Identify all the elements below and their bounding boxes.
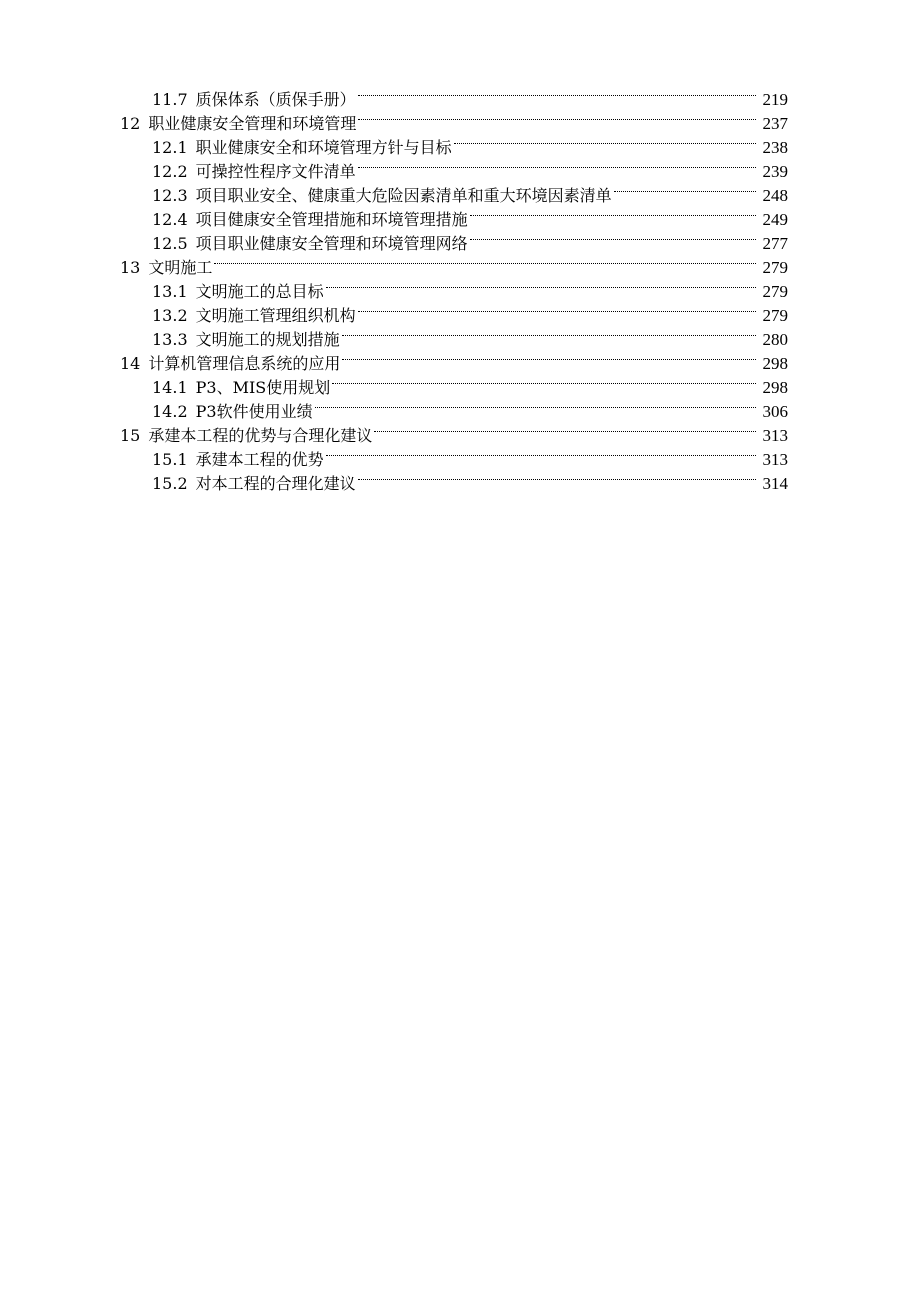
toc-entry-page-number: 237 [762,114,788,133]
toc-dot-leader [342,359,756,360]
toc-entry[interactable] [0,160,920,184]
toc-entry[interactable] [0,448,920,472]
toc-entry-title: P3软件使用业绩 [195,402,313,421]
toc-dot-leader [315,407,756,408]
toc-entry-title: 承建本工程的优势与合理化建议 [148,426,373,445]
toc-entry-title: P3、MIS使用规划 [195,378,331,397]
toc-entry-title: 项目职业安全、健康重大危险因素清单和重大环境因素清单 [195,186,612,205]
table-of-contents [0,88,920,496]
toc-entry-number: 13.2 [152,306,188,325]
toc-dot-leader [470,239,756,240]
toc-dot-leader [358,479,756,480]
toc-entry-number: 12.1 [152,138,188,157]
toc-entry[interactable] [0,112,920,136]
toc-entry[interactable] [0,280,920,304]
toc-entry[interactable] [0,208,920,232]
toc-entry-title: 可操控性程序文件清单 [195,162,356,181]
toc-entry[interactable] [0,424,920,448]
toc-dot-leader [470,215,756,216]
toc-entry-title: 项目健康安全管理措施和环境管理措施 [195,210,468,229]
toc-entry-title: 文明施工的规划措施 [195,330,340,349]
toc-entry-number: 11.7 [152,90,188,109]
toc-entry-title: 计算机管理信息系统的应用 [148,354,341,373]
toc-dot-leader [358,95,756,96]
toc-entry-page-number: 306 [762,402,788,421]
toc-entry-number: 13.1 [152,282,188,301]
toc-dot-leader [342,335,756,336]
toc-entry-title: 文明施工管理组织机构 [195,306,356,325]
toc-entry-number: 12 [120,114,141,133]
toc-entry-page-number: 238 [762,138,788,157]
toc-entry[interactable] [0,232,920,256]
toc-entry[interactable] [0,472,920,496]
toc-entry[interactable] [0,328,920,352]
toc-dot-leader [326,287,756,288]
toc-entry-page-number: 239 [762,162,788,181]
toc-entry-number: 13 [120,258,141,277]
toc-entry-number: 12.2 [152,162,188,181]
toc-dot-leader [358,119,756,120]
toc-entry-page-number: 298 [762,354,788,373]
toc-entry-title: 职业健康安全管理和环境管理 [148,114,357,133]
toc-entry-number: 12.4 [152,210,188,229]
toc-entry-page-number: 219 [762,90,788,109]
toc-entry-page-number: 313 [762,450,788,469]
toc-dot-leader [358,167,756,168]
toc-entry[interactable] [0,352,920,376]
toc-entry[interactable] [0,184,920,208]
toc-entry-page-number: 277 [762,234,788,253]
toc-entry-number: 14.1 [152,378,188,397]
toc-entry[interactable] [0,376,920,400]
toc-dot-leader [614,191,756,192]
toc-entry-page-number: 314 [762,474,788,493]
toc-entry-number: 12.5 [152,234,188,253]
toc-entry[interactable] [0,256,920,280]
toc-entry-page-number: 249 [762,210,788,229]
toc-dot-leader [326,455,756,456]
toc-entry-title: 质保体系（质保手册） [195,90,356,109]
toc-entry-page-number: 298 [762,378,788,397]
toc-entry-title: 项目职业健康安全管理和环境管理网络 [195,234,468,253]
toc-entry-number: 15.2 [152,474,188,493]
toc-entry-title: 职业健康安全和环境管理方针与目标 [195,138,452,157]
toc-entry-page-number: 313 [762,426,788,445]
toc-entry-title: 承建本工程的优势 [195,450,324,469]
toc-dot-leader [214,263,756,264]
toc-entry[interactable] [0,88,920,112]
toc-entry-number: 12.3 [152,186,188,205]
toc-entry-page-number: 279 [762,306,788,325]
toc-entry-page-number: 248 [762,186,788,205]
toc-entry-number: 15.1 [152,450,188,469]
toc-entry-number: 15 [120,426,141,445]
toc-entry-page-number: 279 [762,282,788,301]
toc-entry-number: 14 [120,354,141,373]
toc-entry[interactable] [0,136,920,160]
toc-entry-page-number: 280 [762,330,788,349]
toc-entry-number: 14.2 [152,402,188,421]
toc-dot-leader [358,311,756,312]
toc-entry-title: 文明施工 [148,258,213,277]
toc-entry-page-number: 279 [762,258,788,277]
toc-entry-number: 13.3 [152,330,188,349]
toc-entry[interactable] [0,304,920,328]
toc-entry-title: 对本工程的合理化建议 [195,474,356,493]
toc-dot-leader [454,143,756,144]
toc-dot-leader [374,431,756,432]
toc-dot-leader [332,383,756,384]
toc-entry-title: 文明施工的总目标 [195,282,324,301]
toc-entry[interactable] [0,400,920,424]
